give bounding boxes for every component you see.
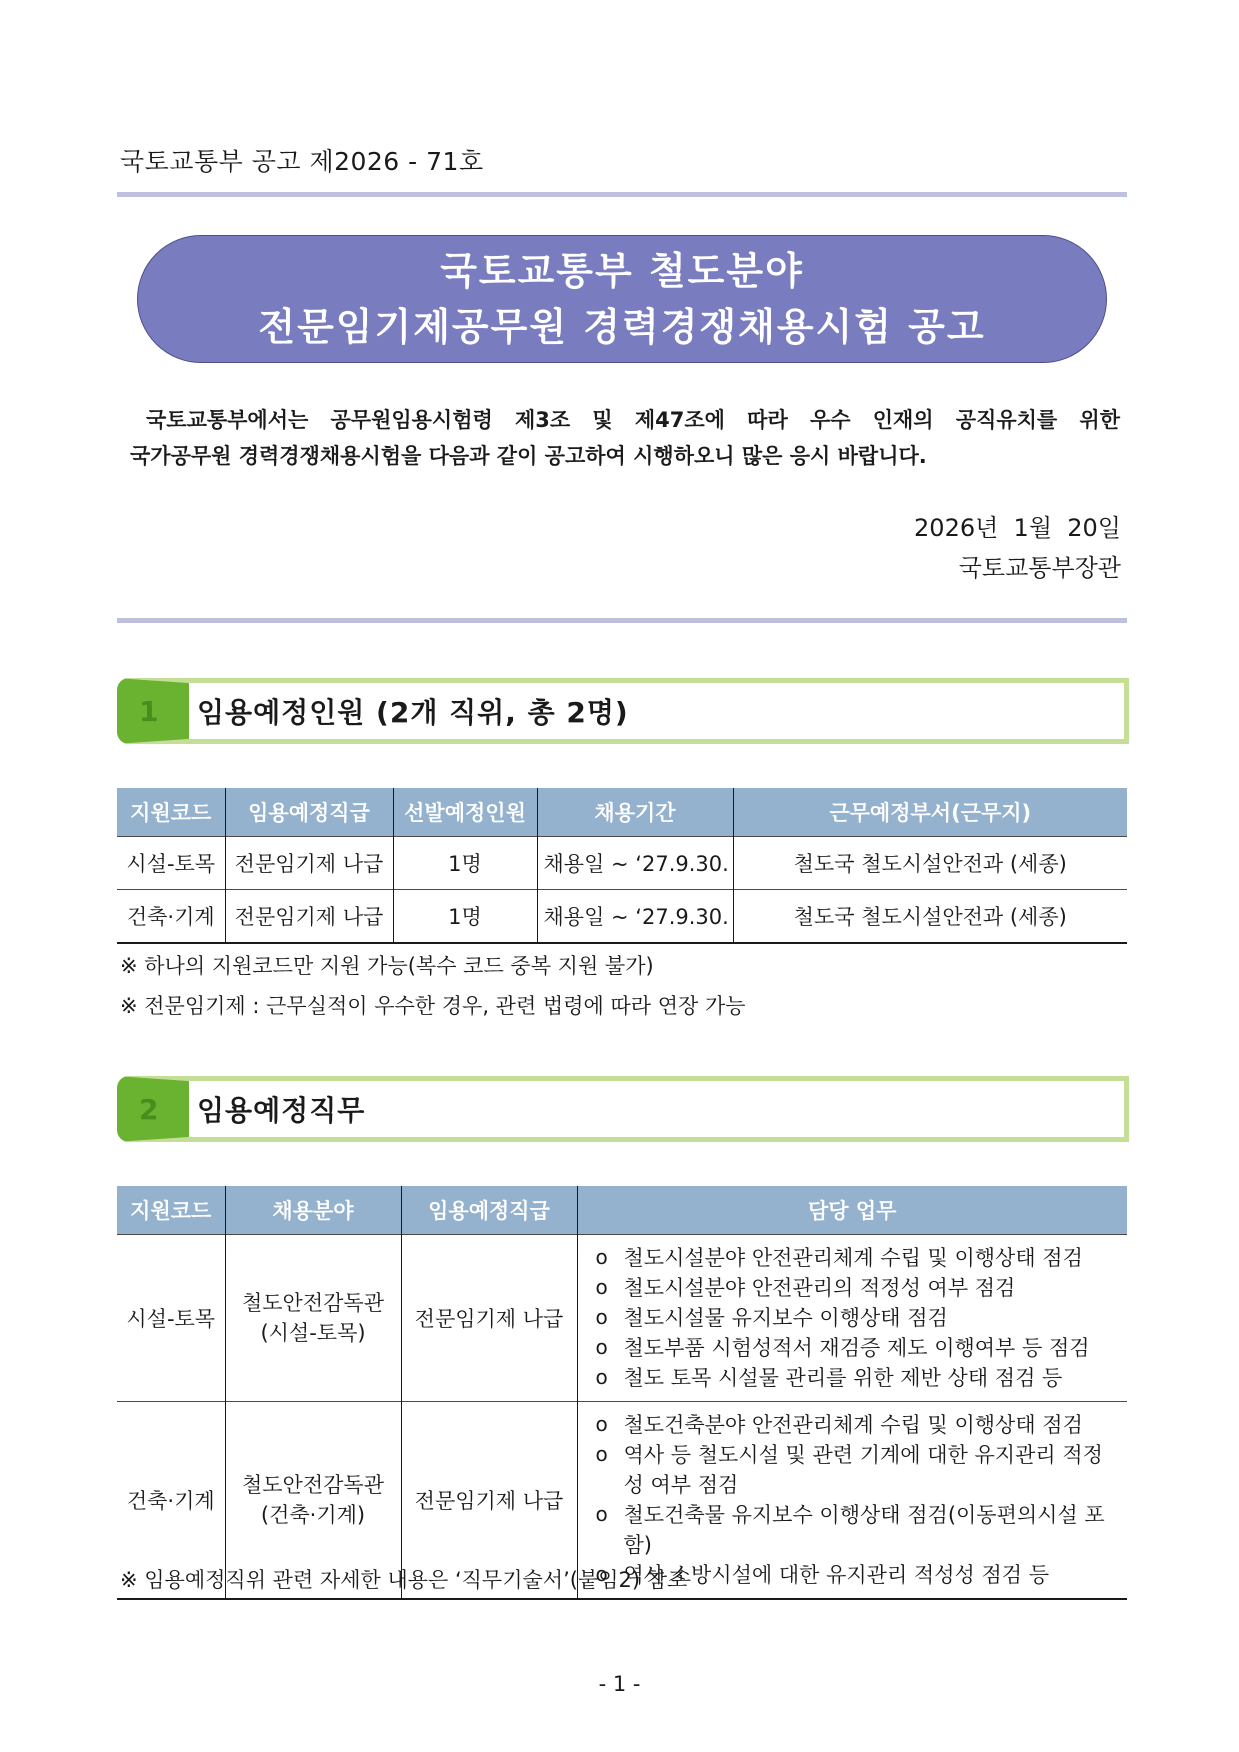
section-2-heading [117,1076,1129,1142]
cell-grade: 전문임기제 나급 [225,890,393,944]
intro-line-2: 국가공무원 경력경쟁채용시험을 다음과 같이 공고하여 시행하오니 많은 응시 바랍니다. [130,444,927,468]
section-1-heading [117,678,1129,744]
intro-paragraph [130,402,1120,474]
duty-item: o 철도시설물 유지보수 이행상태 점검 [588,1303,1124,1333]
header-dept: 근무예정부서(근무지) [733,788,1127,837]
cell-grade: 전문임기제 나급 [401,1402,577,1600]
cell-grade: 전문임기제 나급 [225,837,393,890]
table-row [117,837,1127,890]
cell-code: 건축·기계 [117,1402,225,1600]
cell-period: 채용일 ~ ‘27.9.30. [537,837,733,890]
section-number: 1 [139,694,159,728]
page-number: - 1 - [598,1672,641,1696]
signature-block [914,508,1121,588]
issuer: 국토교통부장관 [958,554,1121,582]
announcement-date: 2026년 1월 20일 [914,514,1121,542]
field-detail: (시설-토목) [260,1321,366,1345]
section-title: 임용예정인원 (2개 직위, 총 2명) [197,696,629,729]
field-name: 철도안전감독관 [241,1473,384,1497]
section-1-notes [120,946,746,1026]
cell-dept: 철도국 철도시설안전과 (세종) [733,890,1127,944]
top-divider [117,192,1127,197]
field-detail: (건축·기계) [260,1503,366,1527]
header-code: 지원코드 [117,1186,225,1235]
cell-dept: 철도국 철도시설안전과 (세종) [733,837,1127,890]
notice-number: 국토교통부 공고 제2026 - 71호 [120,147,484,176]
intro-line-1: 국토교통부에서는 공무원임용시험령 제3조 및 제47조에 따라 우수 인재의 공직유치를 위한 [146,408,1120,432]
cell-period: 채용일 ~ ‘27.9.30. [537,890,733,944]
duty-item: o 철도 토목 시설물 관리를 위한 제반 상태 점검 등 [588,1363,1124,1393]
positions-table [117,788,1127,944]
mid-divider [117,618,1127,623]
duty-list [578,1235,1128,1401]
table-row [117,890,1127,944]
title-line-1: 국토교통부 철도분야 [440,249,804,293]
header-duties: 담당 업무 [577,1186,1127,1235]
duty-item: o 역사 등 철도시설 및 관련 기계에 대한 유지관리 적정성 여부 점검 [588,1440,1124,1500]
header-grade: 임용예정직급 [225,788,393,837]
duty-item: o 역사 소방시설에 대한 유지관리 적성성 점검 등 [588,1560,1124,1590]
note-line: ※ 전문임기제 : 근무실적이 우수한 경우, 관련 법령에 따라 연장 가능 [120,994,746,1018]
cell-grade: 전문임기제 나급 [401,1235,577,1402]
cell-count: 1명 [393,837,537,890]
table-header-row [117,1186,1127,1235]
announcement-title [137,235,1107,363]
section-number: 2 [139,1092,159,1126]
duty-item: o 철도건축물 유지보수 이행상태 점검(이동편의시설 포함) [588,1500,1124,1560]
note-line: ※ 하나의 지원코드만 지원 가능(복수 코드 중복 지원 불가) [120,954,654,978]
section-2-note: ※ 임용예정직위 관련 자세한 내용은 ‘직무기술서’(붙임2) 참조 [120,1568,688,1592]
header-grade: 임용예정직급 [401,1186,577,1235]
duty-item: o 철도부품 시험성적서 재검증 제도 이행여부 등 점검 [588,1333,1124,1363]
cell-field [225,1235,401,1402]
duties-table [117,1186,1127,1600]
cell-code: 시설-토목 [117,837,225,890]
header-period: 채용기간 [537,788,733,837]
cell-count: 1명 [393,890,537,944]
duty-item: o 철도시설분야 안전관리의 적정성 여부 점검 [588,1273,1124,1303]
section-title: 임용예정직무 [197,1094,366,1127]
header-code: 지원코드 [117,788,225,837]
duty-item: o 철도건축분야 안전관리체계 수립 및 이행상태 점검 [588,1410,1124,1440]
cell-code: 시설-토목 [117,1235,225,1402]
cell-code: 건축·기계 [117,890,225,944]
cell-duties [577,1235,1127,1402]
field-name: 철도안전감독관 [241,1291,384,1315]
title-line-2: 전문임기제공무원 경력경쟁채용시험 공고 [258,305,986,349]
table-header-row [117,788,1127,837]
header-field: 채용분야 [225,1186,401,1235]
header-count: 선발예정인원 [393,788,537,837]
duty-item: o 철도시설분야 안전관리체계 수립 및 이행상태 점검 [588,1243,1124,1273]
table-row [117,1235,1127,1402]
